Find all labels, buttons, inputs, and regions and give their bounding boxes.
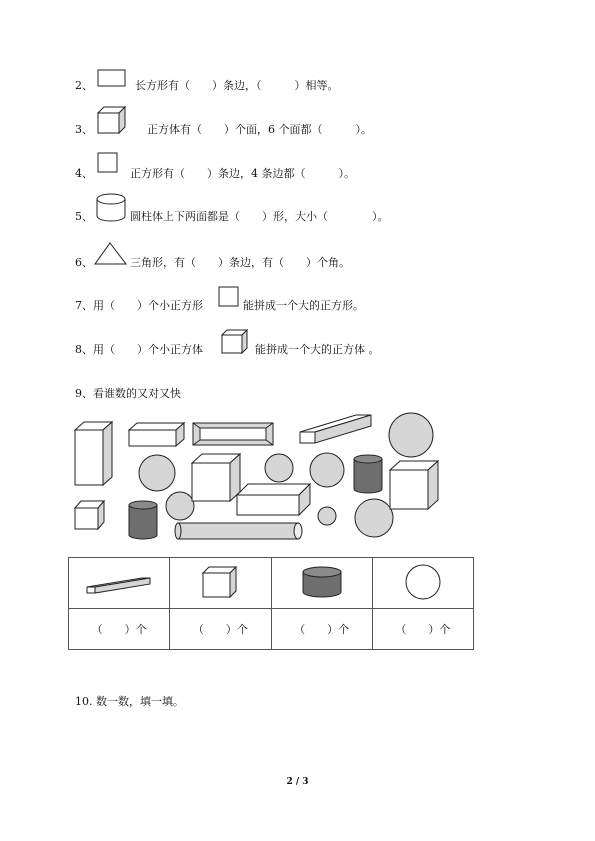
page-number: 2 / 3: [286, 777, 309, 787]
tally-header-row: [69, 558, 474, 609]
question-text: 三角形，有（ ）条边，有（ ）个角。: [130, 256, 350, 269]
tally-answer-row: [69, 609, 474, 650]
cylinder-shape: [175, 523, 302, 539]
cylinder-icon: [300, 564, 344, 600]
cylinder-icon: [95, 193, 127, 223]
question-number: 8、: [75, 343, 93, 356]
shapes-collage: [70, 412, 450, 542]
tally-answer-cylinder[interactable]: （ ）个: [271, 609, 372, 650]
tally-header-sphere: [372, 558, 473, 609]
cuboid-shape: [75, 422, 112, 485]
question-number: 2、: [75, 79, 93, 92]
tally-table: [68, 557, 474, 650]
cube-shape: [390, 461, 438, 509]
cuboid-shape: [129, 423, 184, 446]
question-number: 5、: [75, 210, 93, 223]
question-title: 9、看谁数的又对又快: [75, 387, 181, 400]
question-number: 3、: [75, 123, 93, 136]
sphere-shape: [139, 455, 175, 491]
cube-shape: [75, 501, 104, 529]
tally-header-cylinder: [271, 558, 372, 609]
tally-answer-sphere[interactable]: （ ）个: [372, 609, 473, 650]
rectangle-icon: [97, 69, 127, 89]
question-text: 长方形有（ ）条边，（ ）相等。: [135, 79, 339, 92]
cuboid-shape: [300, 415, 371, 443]
cube-icon: [200, 564, 240, 600]
square-icon: [97, 152, 119, 174]
cylinder-shape: [129, 501, 157, 539]
triangle-icon: [94, 242, 128, 266]
question-text: 用（ ）个小正方体: [93, 343, 203, 356]
cuboid-icon: [84, 567, 154, 597]
question-text: 用（ ）个小正方形: [93, 299, 203, 312]
question-text: 正方体有（ ）个面，6 个面都（ ）。: [147, 123, 372, 136]
sphere-icon: [403, 564, 443, 600]
question-text-end: 能拼成一个大的正方形。: [243, 299, 364, 312]
tally-answer-cuboid[interactable]: （ ）个: [69, 609, 170, 650]
sphere-shape: [265, 454, 293, 482]
cuboid-shape: [237, 484, 310, 515]
question-number: 6、: [75, 256, 93, 269]
question-title: 10. 数一数，填一填。: [75, 695, 184, 708]
question-text-end: 能拼成一个大的正方体 。: [255, 343, 380, 356]
question-number: 7、: [75, 299, 93, 312]
question-text: 正方形有（ ）条边，4 条边都（ ）。: [130, 167, 355, 180]
tally-answer-cube[interactable]: （ ）个: [170, 609, 271, 650]
sphere-shape: [166, 492, 194, 520]
cube-icon: [221, 329, 249, 355]
cylinder-shape: [354, 455, 382, 493]
cube-icon: [97, 106, 127, 134]
tally-header-cube: [170, 558, 271, 609]
cuboid-shape: [193, 423, 273, 445]
cube-shape: [192, 454, 240, 501]
question-text: 圆柱体上下两面都是（ ）形，大小（ ）。: [130, 210, 389, 223]
sphere-shape: [389, 413, 433, 457]
sphere-shape: [310, 453, 344, 487]
square-icon: [218, 286, 240, 308]
question-number: 4、: [75, 167, 93, 180]
tally-header-cuboid: [69, 558, 170, 609]
sphere-shape: [355, 499, 393, 537]
sphere-shape: [318, 507, 336, 525]
